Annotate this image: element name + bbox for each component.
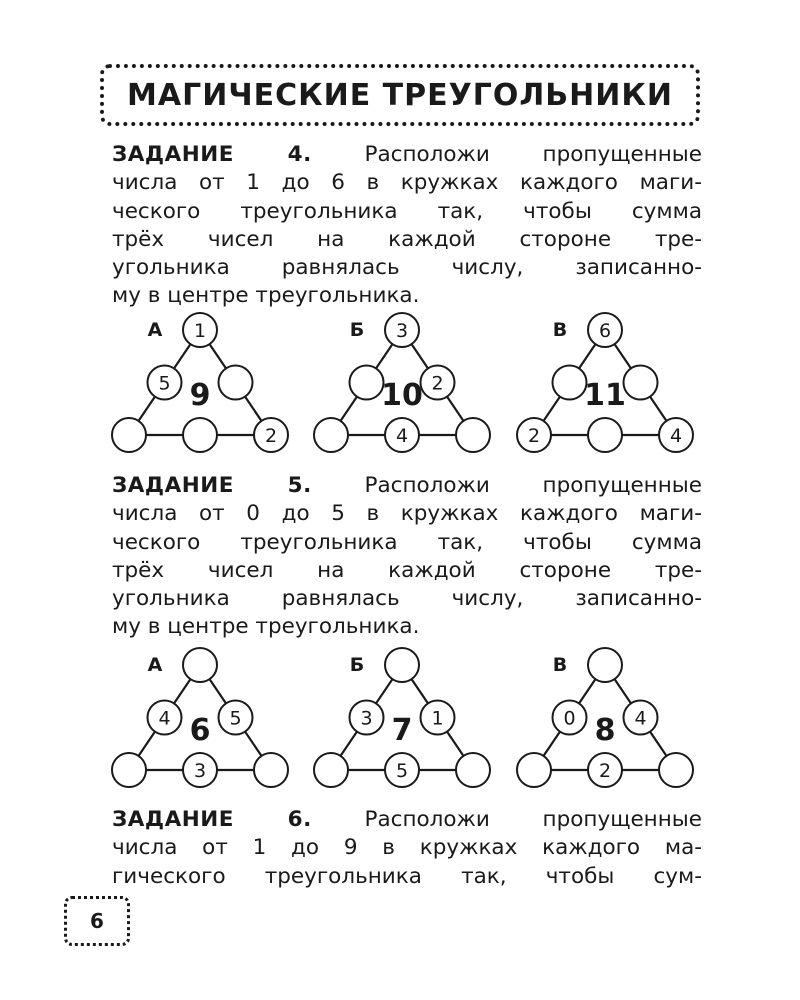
task-line: гического треугольника так, чтобы сум-	[112, 863, 702, 889]
number-circle	[112, 418, 146, 452]
circle-number: 3	[395, 320, 409, 342]
number-circle	[659, 753, 693, 787]
task-line: ЗАДАНИЕ 6. Расположи пропущенные	[112, 807, 702, 832]
task-label: ЗАДАНИЕ 5.	[112, 473, 312, 498]
task-line: числа от 0 до 5 в кружках каждого маги-	[112, 501, 702, 527]
task-line: ЗАДАНИЕ 4. Расположи пропущенные	[112, 142, 702, 167]
triangle-letter: В	[552, 319, 568, 341]
circle-number: 3	[193, 760, 207, 782]
circle-number: 2	[598, 760, 612, 782]
circle-number: 2	[264, 425, 278, 447]
circle-number: 4	[669, 425, 683, 447]
number-circle	[588, 418, 622, 452]
circle-number: 6	[598, 320, 612, 342]
number-circle	[183, 418, 217, 452]
magic-triangle	[112, 648, 288, 787]
task-label: ЗАДАНИЕ 6.	[112, 807, 312, 832]
task-line: ческого треугольника так, чтобы сумма	[112, 198, 702, 224]
circle-number: 5	[395, 760, 409, 782]
circle-number: 3	[360, 707, 373, 730]
triangle-letter: В	[552, 654, 568, 676]
circle-number: 1	[193, 320, 207, 342]
triangle-letter: А	[147, 319, 163, 341]
number-circle	[624, 366, 658, 400]
number-circle	[219, 366, 253, 400]
number-circle	[456, 753, 490, 787]
magic-triangle	[112, 313, 288, 452]
center-sum: 7	[391, 713, 413, 748]
magic-triangle	[314, 648, 490, 787]
number-circle	[385, 648, 419, 682]
circle-number: 0	[563, 707, 576, 730]
task-label: ЗАДАНИЕ 4.	[112, 142, 312, 167]
triangle-letter: Б	[349, 654, 365, 676]
number-circle	[456, 418, 490, 452]
circle-number: 5	[158, 372, 171, 395]
center-sum: 8	[594, 713, 616, 748]
magic-triangle	[517, 648, 693, 787]
circle-number: 5	[229, 707, 242, 730]
number-circle	[254, 753, 288, 787]
center-sum: 11	[584, 378, 626, 413]
center-sum: 10	[381, 378, 423, 413]
circle-number: 1	[431, 707, 444, 730]
center-sum: 6	[189, 713, 211, 748]
page-number: 6	[90, 909, 104, 933]
triangle-letter: А	[147, 654, 163, 676]
number-circle	[314, 753, 348, 787]
magic-triangle	[517, 313, 693, 452]
triangle-letter: Б	[349, 319, 365, 341]
circle-number: 2	[431, 372, 444, 395]
task-line: ческого треугольника так, чтобы сумма	[112, 529, 702, 555]
center-sum: 9	[189, 378, 211, 413]
task-line: ЗАДАНИЕ 5. Расположи пропущенные	[112, 473, 702, 498]
task-line: трёх чисел на каждой стороне тре-	[112, 226, 702, 252]
task-line: числа от 1 до 6 в кружках каждого маги-	[112, 170, 702, 196]
magic-triangle	[314, 313, 490, 452]
task-line: му в центре треугольника.	[112, 283, 420, 309]
task-line: угольника равнялась числу, записанно-	[112, 255, 702, 281]
task-line: угольника равнялась числу, записанно-	[112, 586, 702, 612]
circle-number: 4	[158, 707, 171, 730]
number-circle	[553, 366, 587, 400]
page-title: МАГИЧЕСКИЕ ТРЕУГОЛЬНИКИ	[127, 77, 673, 113]
circle-number: 2	[527, 425, 541, 447]
circle-number: 4	[395, 425, 409, 447]
number-circle	[314, 418, 348, 452]
number-circle	[517, 753, 551, 787]
number-circle	[588, 648, 622, 682]
circle-number: 4	[634, 707, 647, 730]
task-line: числа от 1 до 9 в кружках каждого ма-	[112, 835, 702, 861]
task-line: му в центре треугольника.	[112, 614, 420, 640]
number-circle	[350, 366, 384, 400]
page-number-box	[64, 896, 130, 946]
number-circle	[183, 648, 217, 682]
task-line: трёх чисел на каждой стороне тре-	[112, 557, 702, 583]
number-circle	[112, 753, 146, 787]
